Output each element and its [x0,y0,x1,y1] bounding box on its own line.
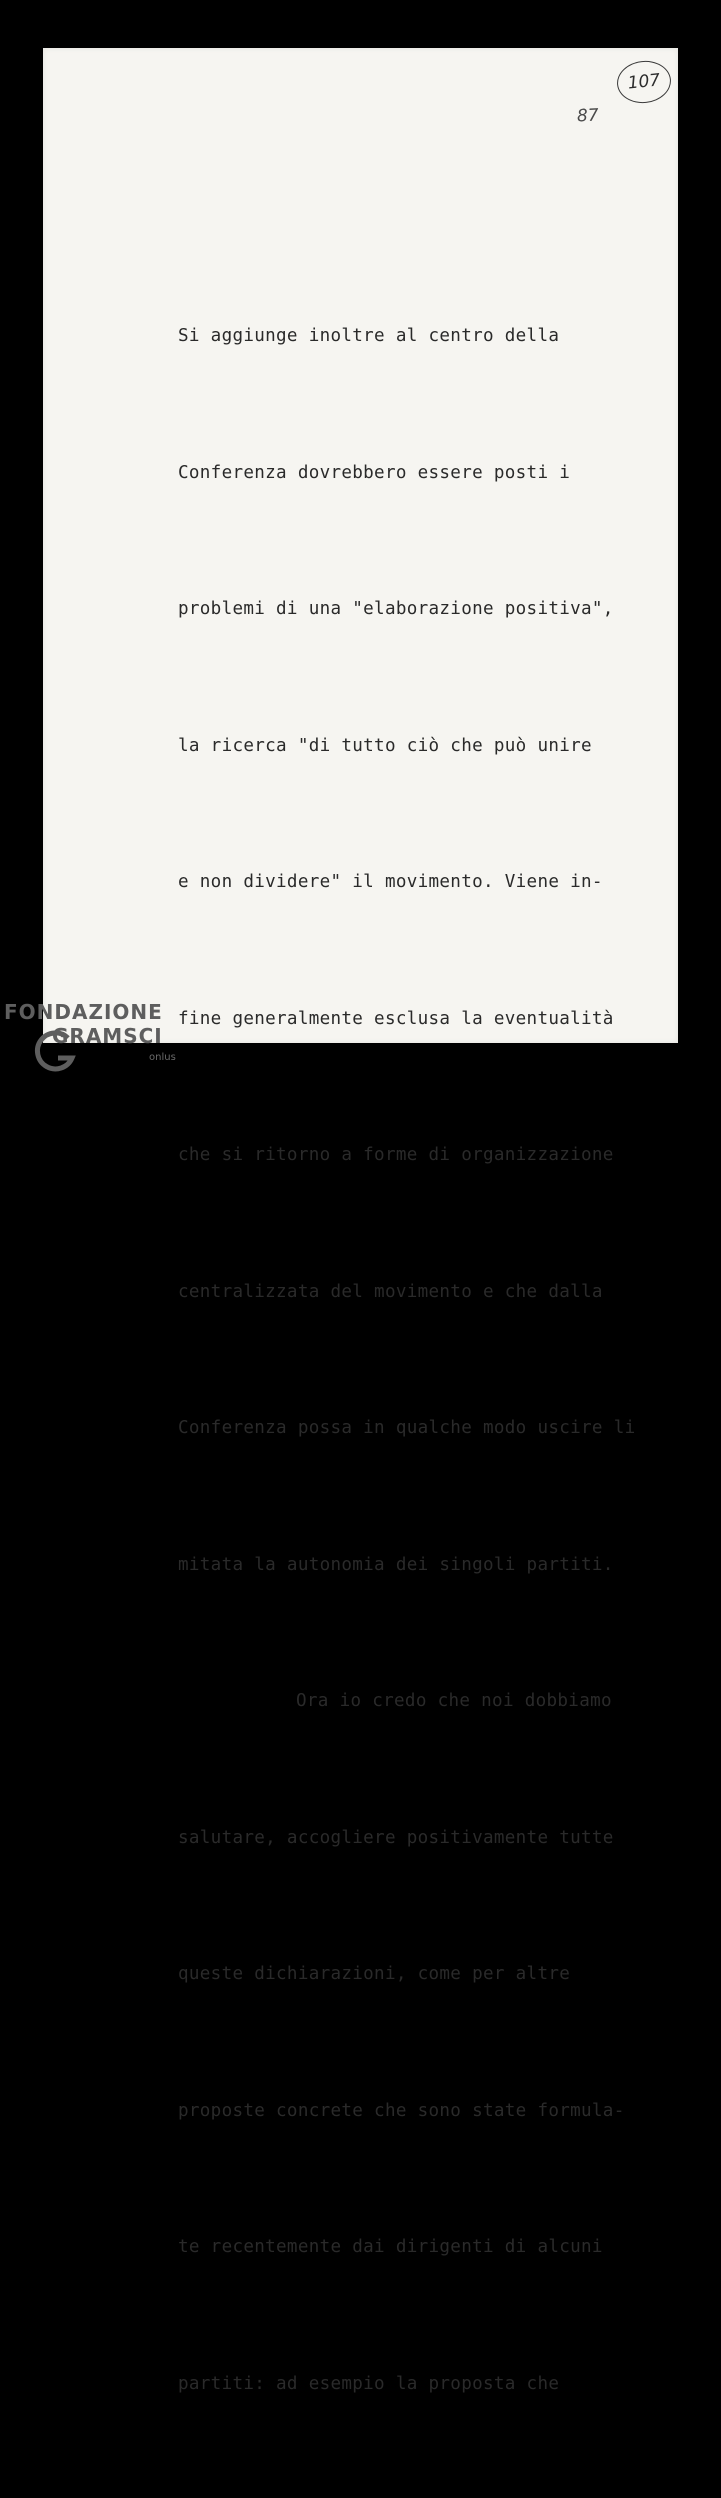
typed-text-body [178,223,708,2498]
text-line: e non dividere" il movimento. Viene in- [178,872,603,892]
text-line: Conferenza dovrebbero essere posti i [178,462,571,483]
text-line: mitata la autonomia dei singoli partiti. [178,1554,614,1575]
text-line: problemi di una "elaborazione positiva", [178,599,614,619]
handwritten-page-number: 87 [576,105,600,127]
archive-number-stamp: 107 [615,58,673,105]
watermark-line2: GRAMSCI [52,1024,163,1048]
text-line: la ricerca "di tutto ciò che può unire [178,735,592,756]
text-line: salutare, accogliere positivamente tutte [178,1827,614,1848]
fondazione-watermark [4,1000,204,1075]
text-line: te recentemente dai dirigenti di alcuni [178,2237,603,2257]
text-line: proposte concrete che sono state formula- [178,2100,625,2121]
text-line: che si ritorno a forme di organizzazione [178,1145,614,1165]
text-line: Conferenza possa in qualche modo uscire li [178,1418,636,1438]
text-line: partiti: ad esempio la proposta che [178,2373,560,2394]
watermark-suffix: onlus [149,1052,176,1063]
text-line: fine generalmente esclusa la eventualità [178,1008,614,1029]
watermark-line1: FONDAZIONE [4,1000,163,1024]
text-line: Si aggiunge inoltre al centro della [178,326,560,346]
text-line: queste dichiarazioni, come per altre [178,1964,571,1984]
text-line-indented: Ora io credo che noi dobbiamo [296,1691,612,1711]
text-line: centralizzata del movimento e che dalla [178,1281,603,1302]
